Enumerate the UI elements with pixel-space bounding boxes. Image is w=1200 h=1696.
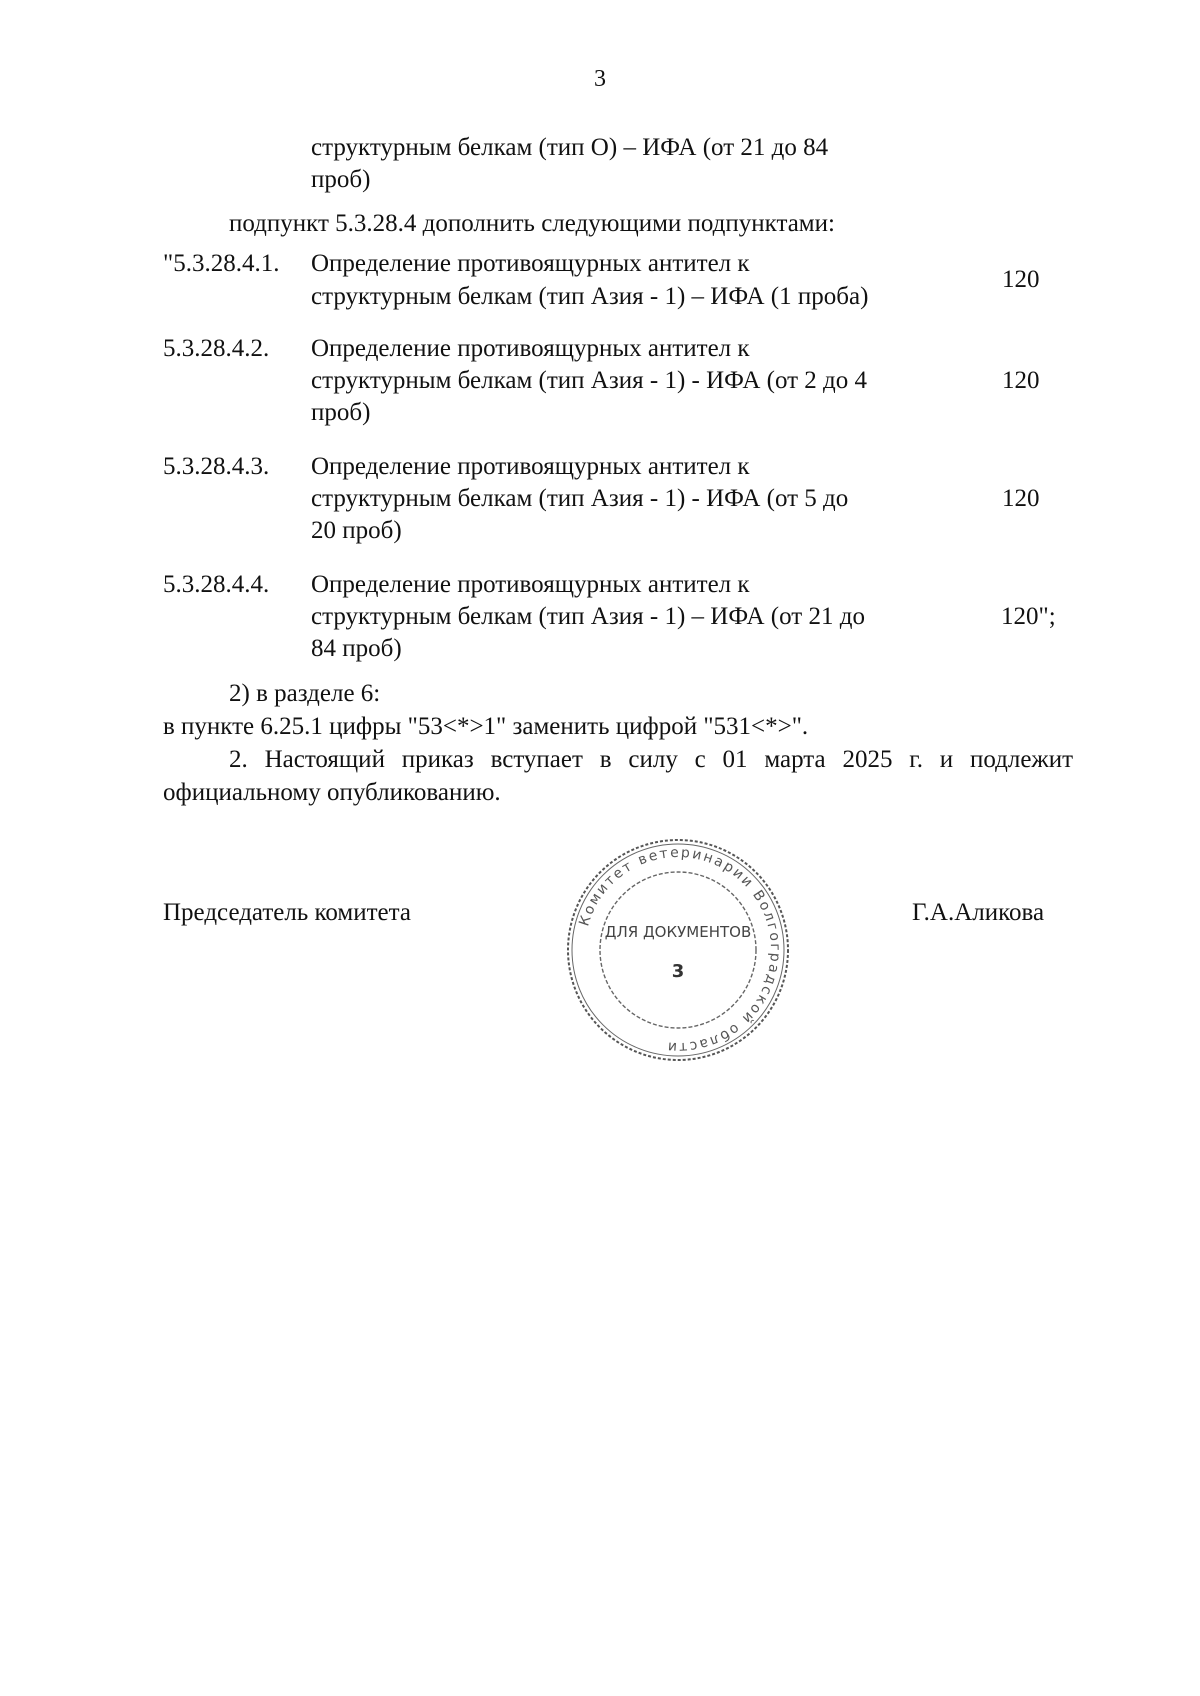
clause2-line-2: официальному опубликованию.: [163, 779, 501, 806]
continuation-line-2: проб): [311, 166, 371, 193]
item-price: 120: [1002, 485, 1040, 512]
clause2-line-1: 2. Настоящий приказ вступает в силу с 01 марта 2025 г. и подлежит: [229, 746, 1073, 773]
item-desc-line: 84 проб): [311, 635, 402, 662]
item-price: 120: [1002, 266, 1040, 293]
continuation-line-1: структурным белкам (тип О) – ИФА (от 21 до 84: [311, 134, 829, 161]
item-number: 5.3.28.4.4.: [163, 571, 270, 598]
item-desc-line: Определение противоящурных антител к: [311, 335, 750, 362]
replace-paragraph: в пункте 6.25.1 цифры "53<*>1" заменить цифрой "531<*>".: [163, 713, 809, 740]
svg-text:Комитет ветеринарии Волгоградс: [576, 845, 783, 1055]
stamp-number: 3: [671, 961, 685, 982]
intro-paragraph: подпункт 5.3.28.4 дополнить следующими подпунктами:: [229, 210, 835, 237]
item-desc-line: проб): [311, 399, 371, 426]
item-desc-line: структурным белкам (тип Азия - 1) - ИФА (от 2 до 4: [311, 367, 868, 394]
item-number: 5.3.28.4.3.: [163, 453, 270, 480]
item-desc-line: структурным белкам (тип Азия - 1) - ИФА (от 5 до: [311, 485, 849, 512]
item-desc-line: структурным белкам (тип Азия - 1) – ИФА (от 21 до: [311, 603, 865, 630]
item-desc-line: структурным белкам (тип Азия - 1) – ИФА (1 проба): [311, 283, 869, 310]
section-heading: 2) в разделе 6:: [229, 680, 381, 707]
item-desc-line: Определение противоящурных антител к: [311, 453, 750, 480]
item-desc-line: Определение противоящурных антител к: [311, 250, 750, 277]
stamp-outer-text: Комитет ветеринарии Волгоградской области: [576, 844, 784, 1056]
stamp-seal-icon: [563, 835, 793, 1065]
item-desc-line: 20 проб): [311, 517, 402, 544]
signature-name: Г.А.Аликова: [912, 899, 1045, 926]
page-number: 3: [594, 66, 606, 92]
item-number: 5.3.28.4.2.: [163, 335, 270, 362]
item-price: 120";: [1001, 603, 1056, 630]
stamp-inner-text: ДЛЯ ДОКУМЕНТОВ: [604, 923, 752, 941]
item-number: "5.3.28.4.1.: [163, 250, 280, 277]
item-desc-line: Определение противоящурных антител к: [311, 571, 750, 598]
item-price: 120: [1002, 367, 1040, 394]
signature-position: Председатель комитета: [163, 899, 411, 926]
official-stamp: [563, 835, 793, 1065]
